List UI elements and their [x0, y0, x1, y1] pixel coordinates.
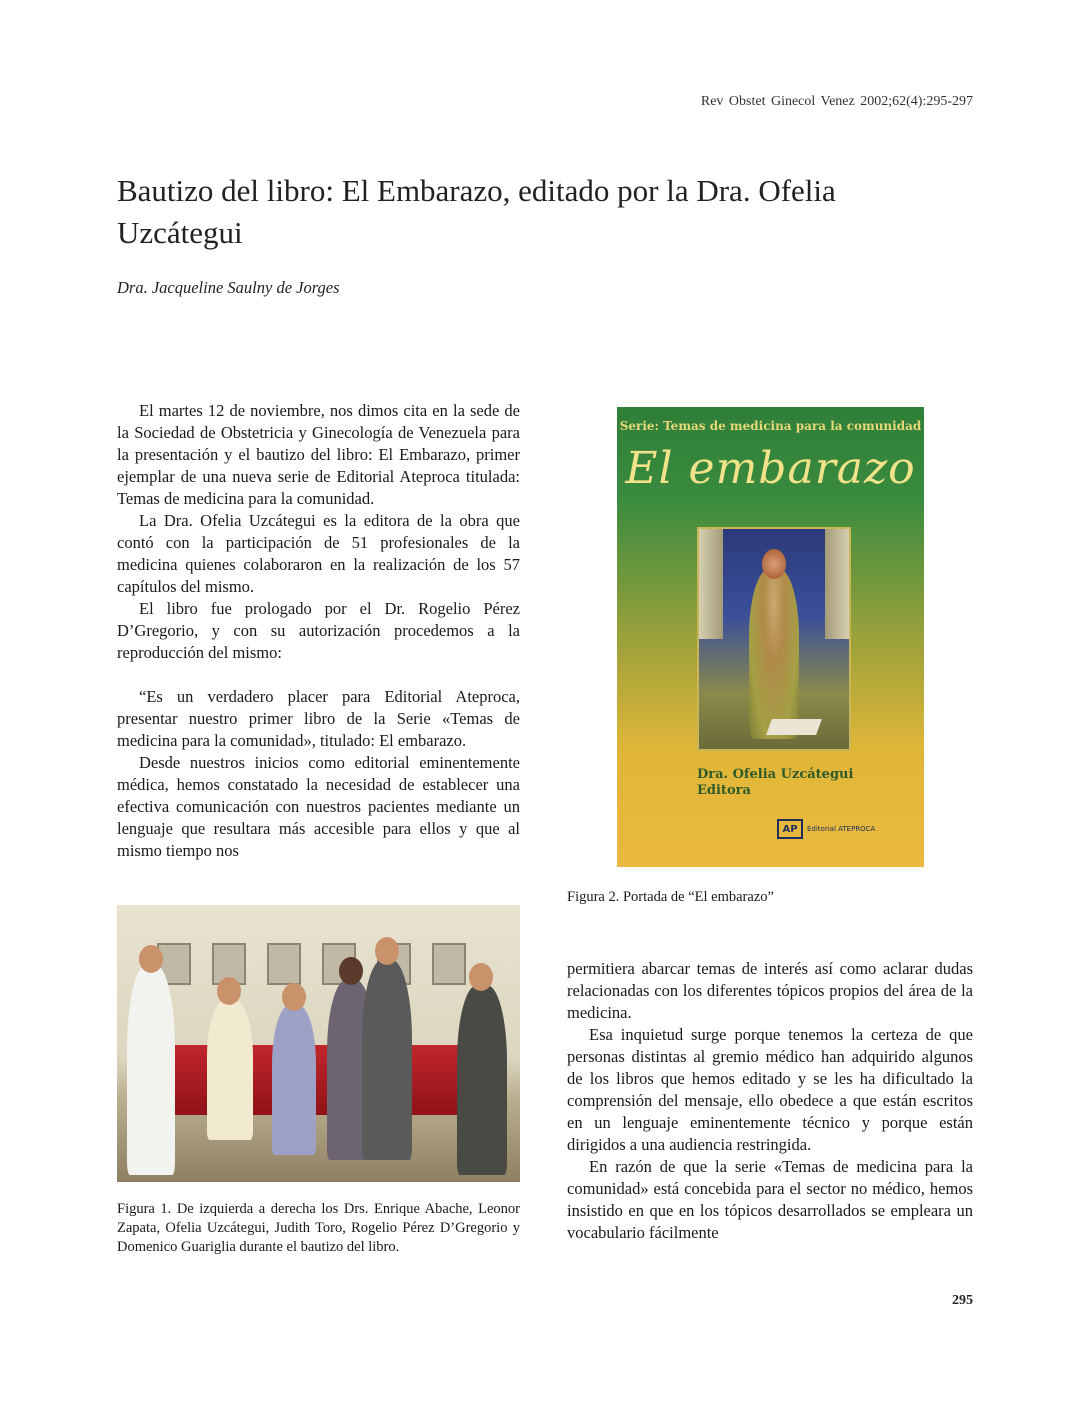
paragraph: “Es un verdadero placer para Editorial Ateproca, presentar nuestro primer libro de la Serie «Temas de medicina para la comunidad», titulado: El embarazo. — [117, 687, 520, 750]
cover-editor — [697, 767, 853, 799]
figure-1-caption: Figura 1. De izquierda a derecha los Drs. Enrique Abache, Leonor Zapata, Ofelia Uzcátegui, Judith Toro, Rogelio Pérez D’Gregorio y Domenico Guariglia durante el bautizo del libro. — [117, 1201, 520, 1255]
book-cover-image — [617, 407, 924, 867]
paragraph: El libro fue prologado por el Dr. Rogelio Pérez D’Gregorio, y con su autorización procedemos a la reproducción del mismo: — [117, 599, 520, 662]
person — [207, 1000, 253, 1140]
left-column — [117, 400, 520, 862]
right-column — [567, 958, 973, 1244]
page-number: 295 — [952, 1293, 973, 1308]
event-photo — [117, 905, 520, 1182]
person — [272, 1005, 316, 1155]
article-author: Dra. Jacqueline Saulny de Jorges — [117, 278, 340, 297]
publisher-logo-icon: AP — [777, 819, 803, 839]
person-head — [375, 937, 399, 965]
cover-editor-name: Dra. Ofelia Uzcátegui — [697, 767, 854, 782]
paragraph: En razón de que la serie «Temas de medicina para la comunidad» está concebida para el sector no médico, hemos insistido en que en los tópicos desarrollados se empleara un vocabulario fácilmente — [567, 1157, 973, 1242]
painted-book — [766, 719, 822, 735]
wall-frame — [267, 943, 301, 985]
person-head — [469, 963, 493, 991]
person-head — [282, 983, 306, 1011]
painted-figure-head — [762, 549, 786, 579]
person — [127, 965, 175, 1175]
curtain-left — [699, 529, 723, 639]
paragraph: permitiera abarcar temas de interés así como aclarar dudas relacionadas con los diferentes tópicos propios del área de la medicina. — [567, 959, 973, 1022]
publisher-logo — [777, 819, 875, 839]
person-head — [217, 977, 241, 1005]
person — [362, 960, 412, 1160]
cover-editor-role: Editora — [697, 783, 751, 798]
curtain-right — [825, 529, 849, 639]
cover-series-label: Serie: Temas de medicina para la comunidad — [619, 419, 922, 433]
cover-title: El embarazo — [625, 443, 916, 494]
publisher-name: Editorial ATEPROCA — [807, 825, 876, 833]
paragraph: El martes 12 de noviembre, nos dimos cita en la sede de la Sociedad de Obstetricia y Ginecología de Venezuela para la presentación y el bautizo del libro: El Embarazo, primer ejemplar de una nueva serie de Editorial Ateproca titulada: Temas de medicina para la comunidad. — [117, 401, 520, 508]
paragraph: Desde nuestros inicios como editorial eminentemente médica, hemos constatado la necesidad de establecer una efectiva comunicación con nuestros pacientes mediante un lenguaje que resultara más accesible para ellos y que al mismo tiempo nos — [117, 753, 520, 860]
cover-painting — [697, 527, 851, 751]
person-head — [139, 945, 163, 973]
person-head — [339, 957, 363, 985]
painted-figure — [749, 569, 799, 739]
article-title: Bautizo del libro: El Embarazo, editado por la Dra. Ofelia Uzcátegui — [117, 173, 836, 250]
paragraph: Esa inquietud surge porque tenemos la certeza de que personas distintas al gremio médico han adquirido algunos de los libros que hemos editado y se les ha dificultado la comprensión del mensaje, ello obedece a que están escritos en un lenguaje eminentemente técnico y porque están dirigidos a una audiencia restringida. — [567, 1025, 973, 1154]
paragraph: La Dra. Ofelia Uzcátegui es la editora de la obra que contó con la participación de 51 profesionales de la medicina quienes colaboraron en la realización de los 57 capítulos del mismo. — [117, 511, 520, 596]
wall-frame — [432, 943, 466, 985]
journal-citation: Rev Obstet Ginecol Venez 2002;62(4):295-297 — [700, 94, 973, 109]
person — [457, 985, 507, 1175]
figure-2-caption: Figura 2. Portada de “El embarazo” — [567, 889, 774, 905]
